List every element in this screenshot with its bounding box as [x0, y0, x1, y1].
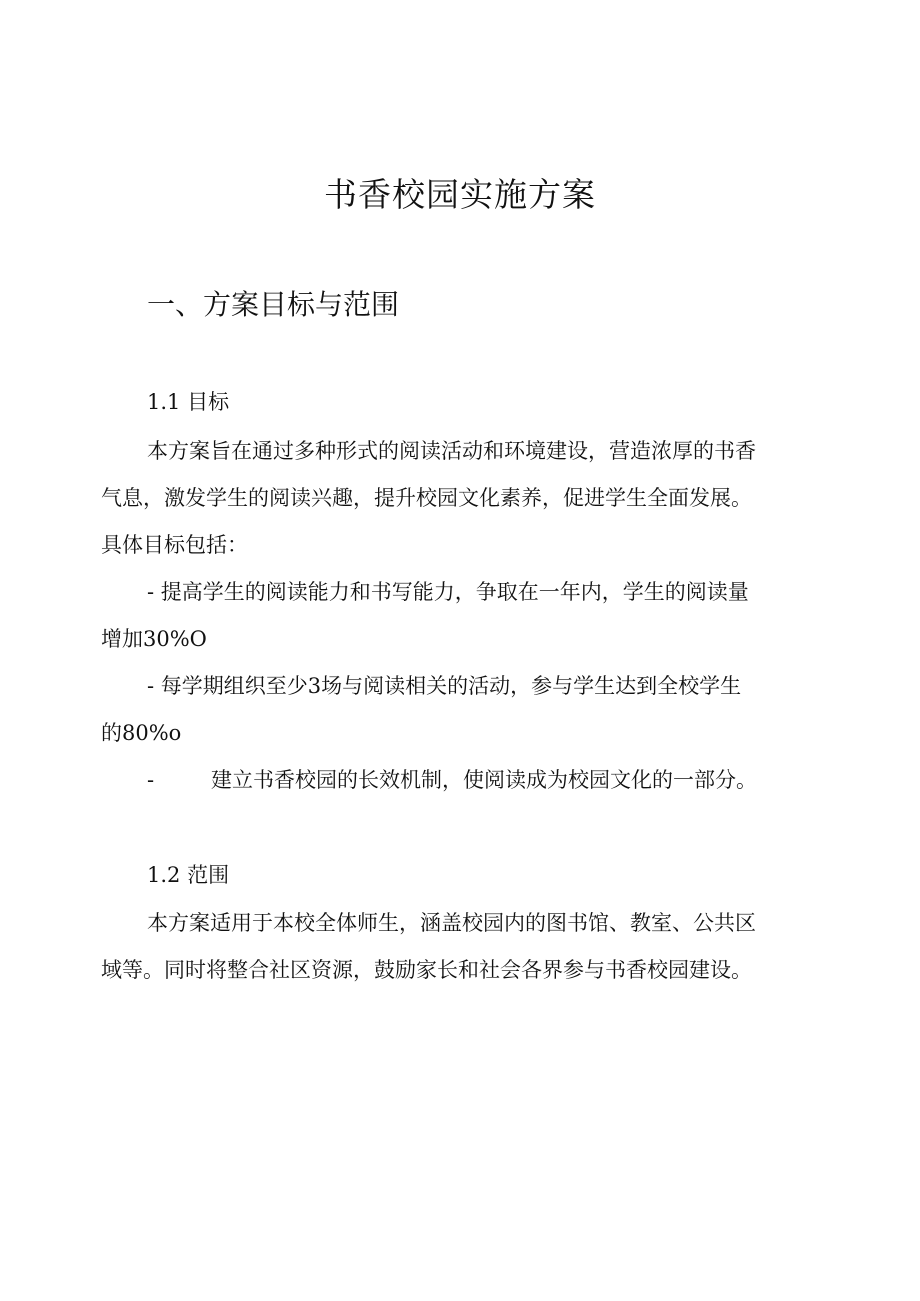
document-title: 书香校园实施方案: [324, 175, 596, 214]
subsection-heading-goals: 1.1 目标: [147, 390, 230, 414]
goal-item-2-line-2: 的80%o: [101, 721, 182, 745]
goal-item-3-dash: -: [147, 768, 155, 792]
subsection-heading-scope: 1.2 范围: [147, 863, 230, 887]
section-heading-goals-scope: 一、方案目标与范围: [147, 288, 400, 321]
goal-item-3-text: 建立书香校园的长效机制，使阅读成为校园文化的一部分。: [211, 768, 757, 792]
goal-item-1-line-2: 增加30%O: [101, 627, 207, 651]
goal-item-2-line-1: - 每学期组织至少3场与阅读相关的活动，参与学生达到全校学生: [147, 674, 742, 698]
scope-line-2: 域等。同时将整合社区资源，鼓励家长和社会各界参与书香校园建设。: [101, 958, 752, 982]
goals-intro-line-1: 本方案旨在通过多种形式的阅读活动和环境建设，营造浓厚的书香: [147, 439, 756, 463]
goals-intro-line-2: 气息，激发学生的阅读兴趣，提升校园文化素养，促进学生全面发展。: [101, 486, 752, 510]
goals-intro-line-3: 具体目标包括：: [101, 533, 248, 557]
scope-line-1: 本方案适用于本校全体师生，涵盖校园内的图书馆、教室、公共区: [147, 911, 756, 935]
goal-item-1-line-1: - 提高学生的阅读能力和书写能力，争取在一年内，学生的阅读量: [147, 580, 749, 604]
